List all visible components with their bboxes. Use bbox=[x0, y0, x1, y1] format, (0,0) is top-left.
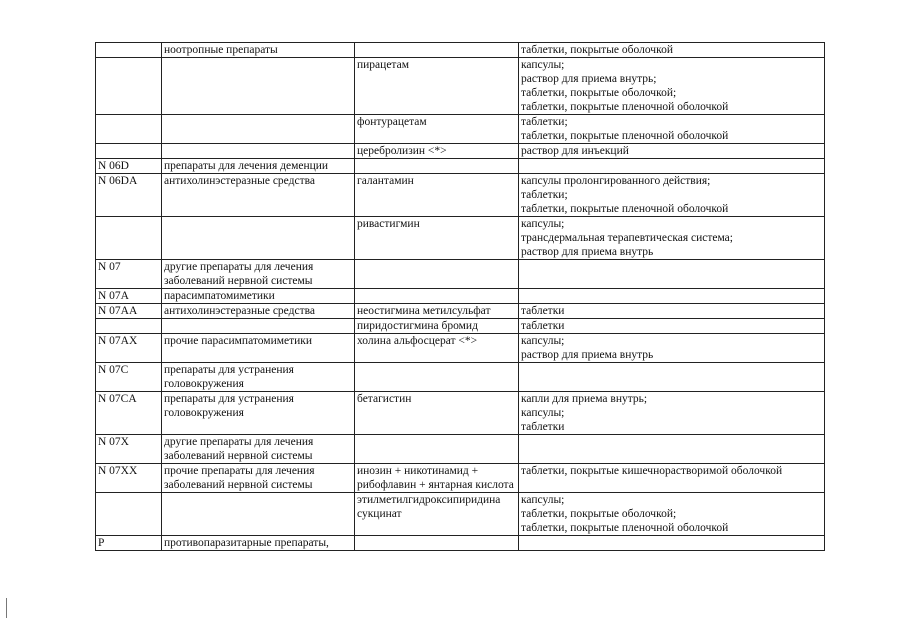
dosage-forms-cell bbox=[519, 536, 825, 551]
code-cell bbox=[96, 43, 162, 58]
drug-cell bbox=[355, 435, 519, 464]
dosage-form: таблетки bbox=[521, 421, 565, 433]
table-row bbox=[96, 536, 825, 551]
dosage-form: таблетки bbox=[521, 320, 565, 332]
group-cell: прочие парасимпатомиметики bbox=[162, 334, 355, 363]
group-cell bbox=[162, 319, 355, 334]
dosage-forms-cell bbox=[519, 174, 825, 217]
drug-cell: церебролизин <*> bbox=[355, 144, 519, 159]
dosage-form: раствор для инъекций bbox=[521, 145, 629, 157]
group-cell: антихолинэстеразные средства bbox=[162, 304, 355, 319]
table-row bbox=[96, 43, 825, 58]
drug-cell bbox=[355, 363, 519, 392]
drug-cell bbox=[355, 260, 519, 289]
dosage-form: таблетки, покрытые оболочкой; bbox=[521, 87, 677, 99]
code-cell: N 07AA bbox=[96, 304, 162, 319]
drug-cell: инозин + никотинамид + рибофлавин + янтарная кислота bbox=[355, 464, 519, 493]
table-row bbox=[96, 217, 825, 260]
table-row bbox=[96, 464, 825, 493]
group-cell: парасимпатомиметики bbox=[162, 289, 355, 304]
code-cell bbox=[96, 115, 162, 144]
code-cell bbox=[96, 144, 162, 159]
drug-cell: неостигмина метилсульфат bbox=[355, 304, 519, 319]
dosage-forms-cell bbox=[519, 493, 825, 536]
dosage-forms-cell bbox=[519, 319, 825, 334]
drug-cell bbox=[355, 159, 519, 174]
dosage-form: капсулы; bbox=[521, 494, 565, 506]
drug-cell bbox=[355, 289, 519, 304]
code-cell: P bbox=[96, 536, 162, 551]
table-row bbox=[96, 260, 825, 289]
table-row bbox=[96, 159, 825, 174]
dosage-form: таблетки; bbox=[521, 116, 568, 128]
dosage-forms-cell bbox=[519, 304, 825, 319]
dosage-form: таблетки, покрытые пленочной оболочкой bbox=[521, 101, 729, 113]
dosage-form: таблетки, покрытые пленочной оболочкой bbox=[521, 522, 729, 534]
dosage-form: раствор для приема внутрь; bbox=[521, 73, 657, 85]
dosage-form: таблетки, покрытые оболочкой; bbox=[521, 508, 677, 520]
code-cell: N 07AX bbox=[96, 334, 162, 363]
table-row bbox=[96, 363, 825, 392]
group-cell bbox=[162, 217, 355, 260]
table-row bbox=[96, 319, 825, 334]
table-row bbox=[96, 435, 825, 464]
group-cell: ноотропные препараты bbox=[162, 43, 355, 58]
table-body bbox=[96, 43, 825, 551]
dosage-form: капсулы; bbox=[521, 218, 565, 230]
dosage-forms-cell bbox=[519, 115, 825, 144]
group-cell: прочие препараты для лечения заболеваний нервной системы bbox=[162, 464, 355, 493]
dosage-form: капли для приема внутрь; bbox=[521, 393, 648, 405]
table-row bbox=[96, 493, 825, 536]
dosage-form: раствор для приема внутрь bbox=[521, 246, 654, 258]
drug-list-table-container bbox=[95, 42, 824, 551]
group-cell: другие препараты для лечения заболеваний нервной системы bbox=[162, 435, 355, 464]
group-cell: антихолинэстеразные средства bbox=[162, 174, 355, 217]
group-cell bbox=[162, 493, 355, 536]
group-cell: противопаразитарные препараты, bbox=[162, 536, 355, 551]
drug-cell: фонтурацетам bbox=[355, 115, 519, 144]
table-row bbox=[96, 334, 825, 363]
table-row bbox=[96, 58, 825, 115]
code-cell: N 07 bbox=[96, 260, 162, 289]
dosage-forms-cell bbox=[519, 217, 825, 260]
code-cell bbox=[96, 319, 162, 334]
group-cell bbox=[162, 58, 355, 115]
dosage-form: капсулы; bbox=[521, 335, 565, 347]
drug-cell: пирацетам bbox=[355, 58, 519, 115]
code-cell: N 07A bbox=[96, 289, 162, 304]
dosage-form: капсулы; bbox=[521, 59, 565, 71]
dosage-form: таблетки, покрытые пленочной оболочкой bbox=[521, 203, 729, 215]
drug-cell: этилметилгидроксипиридина сукцинат bbox=[355, 493, 519, 536]
code-cell bbox=[96, 217, 162, 260]
group-cell: препараты для устранения головокружения bbox=[162, 392, 355, 435]
dosage-forms-cell bbox=[519, 334, 825, 363]
dosage-forms-cell bbox=[519, 392, 825, 435]
code-cell: N 07C bbox=[96, 363, 162, 392]
dosage-forms-cell bbox=[519, 144, 825, 159]
code-cell: N 06D bbox=[96, 159, 162, 174]
group-cell: препараты для устранения головокружения bbox=[162, 363, 355, 392]
table-row bbox=[96, 289, 825, 304]
table-row bbox=[96, 144, 825, 159]
margin-mark bbox=[6, 598, 7, 618]
dosage-form: таблетки; bbox=[521, 189, 568, 201]
drug-cell: пиридостигмина бромид bbox=[355, 319, 519, 334]
drug-cell: ривастигмин bbox=[355, 217, 519, 260]
dosage-form: трансдермальная терапевтическая система; bbox=[521, 232, 733, 244]
code-cell: N 07CA bbox=[96, 392, 162, 435]
dosage-form: капсулы; bbox=[521, 407, 565, 419]
table-row bbox=[96, 115, 825, 144]
dosage-forms-cell bbox=[519, 435, 825, 464]
table-row bbox=[96, 392, 825, 435]
code-cell bbox=[96, 493, 162, 536]
table-row bbox=[96, 304, 825, 319]
drug-cell: бетагистин bbox=[355, 392, 519, 435]
dosage-form: таблетки bbox=[521, 305, 565, 317]
group-cell: другие препараты для лечения заболеваний нервной системы bbox=[162, 260, 355, 289]
group-cell bbox=[162, 115, 355, 144]
group-cell bbox=[162, 144, 355, 159]
drug-list-table bbox=[95, 42, 825, 551]
dosage-forms-cell bbox=[519, 159, 825, 174]
drug-cell bbox=[355, 43, 519, 58]
table-row bbox=[96, 174, 825, 217]
dosage-forms-cell bbox=[519, 43, 825, 58]
dosage-form: таблетки, покрытые пленочной оболочкой bbox=[521, 130, 729, 142]
drug-cell: холина альфосцерат <*> bbox=[355, 334, 519, 363]
dosage-forms-cell bbox=[519, 260, 825, 289]
code-cell: N 07XX bbox=[96, 464, 162, 493]
dosage-form: таблетки, покрытые оболочкой bbox=[521, 44, 673, 56]
code-cell: N 06DA bbox=[96, 174, 162, 217]
dosage-forms-cell bbox=[519, 289, 825, 304]
dosage-forms-cell bbox=[519, 363, 825, 392]
dosage-form: капсулы пролонгированного действия; bbox=[521, 175, 711, 187]
dosage-form: таблетки, покрытые кишечнорастворимой оболочкой bbox=[521, 465, 783, 477]
code-cell bbox=[96, 58, 162, 115]
code-cell: N 07X bbox=[96, 435, 162, 464]
dosage-forms-cell bbox=[519, 58, 825, 115]
group-cell: препараты для лечения деменции bbox=[162, 159, 355, 174]
dosage-form: раствор для приема внутрь bbox=[521, 349, 654, 361]
dosage-forms-cell bbox=[519, 464, 825, 493]
drug-cell bbox=[355, 536, 519, 551]
drug-cell: галантамин bbox=[355, 174, 519, 217]
